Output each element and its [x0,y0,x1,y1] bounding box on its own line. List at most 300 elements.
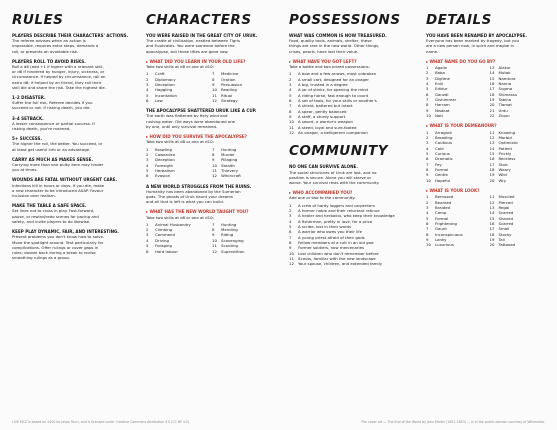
entry-text: Hunting [221,146,237,152]
entry-text: Enlil [435,81,444,87]
entry-text: Prickly [498,151,512,157]
table-cell [426,178,486,183]
entry-text: A big, trusted in a degree [298,81,348,87]
rule-text-line: Present problems you don't know how to solve. [12,234,105,240]
entry-number: 11 [289,256,294,261]
entry-number: 1 [146,71,149,77]
entry-number: 6 [426,91,429,97]
survive-heading: ▸ HOW DID YOU SURVIVE THE APOCALYPSE? [146,134,274,139]
entry-number: 3 [289,81,292,87]
rule-text-line: roll, or presents an avoidable risk. [12,48,79,54]
rule-text-line: Roll a d6 (add +1 if higher with a relevant skill, [12,64,104,70]
entry-number: 2 [426,199,429,205]
text-line: rushing water. Old ways were abandoned one [146,118,236,124]
entry-text: Climbing [155,227,173,233]
community-title: COMMUNITY [289,143,389,160]
entry-text: Urdu [498,107,508,113]
entry-number: 12 [489,199,495,205]
text-line: Everyone has been marked by tragedy, but you [426,38,520,44]
rule-text-line: A lesser consequence or partial success. If [12,120,95,126]
entry-number: 8 [426,167,429,173]
entry-text: Braided [435,204,451,210]
entry-number: 18 [489,167,495,173]
entry-text: Ritual [221,92,233,98]
entry-number: 1 [426,65,429,71]
possessions-column [289,12,416,267]
entry-text: Wild [498,172,507,178]
entry-text: Lanky [435,237,447,243]
entry-number: 10 [212,237,217,243]
entry-text: Deception [155,81,175,87]
entry-text: Strategy [221,97,238,103]
table-cell [212,173,274,178]
entry-number: 1 [146,221,149,227]
entry-text: A shield, battered but intact [298,103,353,109]
entry-text: Muscled [498,194,515,200]
entry-text: Ganzdi [435,91,449,97]
entry-text: A jar of stinkz, for opening the mind [298,87,369,93]
characters-column [146,12,274,254]
entry-number: 15 [489,151,495,157]
entry-number: 6 [146,248,149,254]
entry-number: 3 [426,140,429,146]
entry-text: Sugma [498,86,513,92]
rule-heading: WOUNDS ARE FATAL WITHOUT URGENT CARE. [12,177,118,183]
entry-number: 6 [146,173,149,179]
entry-number: 7 [426,161,429,167]
possessions-title: POSSESSIONS [289,12,401,28]
entry-number: 15 [489,75,495,81]
entry-number: 10 [426,113,431,119]
entry-number: 17 [489,161,495,167]
table-cell [426,113,486,118]
entry-text: A healer and herbalist, who keep their knowledge [298,213,395,219]
entry-number: 16 [489,221,495,227]
entry-number: 5 [426,151,429,157]
entry-text: Regal [498,204,510,210]
old-life-heading: ▸ WHAT DID YOU LEARN IN YOUR OLD LIFE? [146,59,274,64]
accompanied-heading: ▸ WHO ACCOMPANIED YOU? [289,190,416,195]
text-line: worse. Your survival rests with the community. [289,179,380,185]
entry-number: 4 [146,237,149,243]
old-life-instructions: Take two skills at d8 or one at d10: [146,64,214,70]
entry-text: A set of tools, for your skills or another's [298,97,377,103]
entry-number: 18 [489,231,495,237]
entry-text: Shimassu [498,91,518,97]
entry-number: 9 [212,157,215,163]
entry-text: Evasion [155,173,171,179]
details-intro-heading: YOU HAVE BEEN RENAMED BY APOCALYPSE. [426,33,527,38]
entry-number: 4 [426,145,429,151]
entry-number: 9 [426,237,429,243]
entry-text: Morbid [498,135,512,140]
entry-number: 13 [489,65,495,71]
new-world-table [146,222,274,254]
rule-text-line: Infections kill in hours or days. If you die, make [12,182,105,188]
entry-text: Frightening [435,221,457,227]
community-intro-heading: NO ONE CAN SURVIVE ALONE. [289,164,358,170]
text-line: The social structures of Uruk are lost, and no [289,169,377,175]
rule-text-line: The referee advises when an action is [12,38,86,44]
entry-number: 7 [426,226,429,232]
entry-number: 2 [146,227,149,233]
entry-number: 10 [426,177,431,183]
entry-text: Fey [435,161,442,167]
entry-number: 11 [489,129,495,135]
entry-number: 7 [289,103,292,109]
text-line: things are rare in the new world. Other things, [289,43,380,49]
entry-number: 20 [489,177,495,183]
rule-heading: 1–2 DISASTER. [12,95,46,101]
entry-number: 15 [489,215,495,221]
entry-text: Arrogant [435,129,452,135]
entry-text: Murder [221,151,235,157]
table-cell [490,242,550,247]
details-column [426,12,549,248]
entry-number: 5 [146,167,149,173]
survive-instructions: Take two skills at d8 or one at d10: [146,139,214,145]
entry-text: Deception [155,157,175,163]
entry-text: Scouting [221,243,238,249]
entry-text: A warrior who owes you their life [298,229,362,235]
entry-text: An onager, a belligerent companion [298,130,368,135]
details-intro-text [426,38,549,54]
text-line: The cradle of civilisation, nestled between Tigris [146,38,241,44]
entry-number: 2 [426,135,429,140]
entry-text: Dramatic [435,156,453,162]
rule-text-line: Move the spotlight around. Test particularly for [12,239,104,245]
entry-text: Optimistic [498,140,519,146]
apocalypse-heading: THE APOCALYPSE SHATTERED URUK LIKE A CUP. [146,108,257,114]
rule-heading: CARRY AS MUCH AS MAKES SENSE. [12,156,94,162]
entry-number: 5 [289,223,292,229]
rule-heading: KEEP PLAY DYNAMIC, FAIR, AND INTERESTING. [12,229,119,235]
entry-text: Cautious [435,140,453,146]
demeanour-table [426,130,549,183]
entry-number: 10 [426,242,431,248]
look-table [426,194,549,247]
rules-column [12,12,130,260]
entry-number: 12 [212,97,217,103]
entry-text: A sword, a warrior's weapon [298,119,353,125]
entry-number: 8 [426,102,429,108]
entry-text: A riding horse, fast enough to count [298,92,369,98]
entry-text: Scarred [498,221,514,227]
entry-number: 1 [426,129,429,135]
entry-number: 18 [489,91,495,97]
characters-intro-heading: YOU WERE RAISED IN THE GREAT CITY OF URUK. [146,33,258,38]
entry-number: 4 [426,81,429,87]
entry-text: Nanna [498,81,512,87]
rule-text-line: at least get useful info or an advantage. [12,146,91,152]
entry-text: Wry [498,177,507,183]
text-line: Humanity has been abandoned by the Sumerian [146,188,241,194]
entry-number: 6 [146,97,149,103]
entry-number: 8 [212,227,215,233]
possessions-intro-heading: WHAT WAS COMMON IS NOW TREASURED. [289,33,387,38]
entry-text: Command [155,232,175,238]
apocalypse-text [146,113,274,129]
footer [0,420,557,424]
entry-number: 2 [289,207,292,213]
entry-text: Hard labour [155,248,178,254]
entry-number: 2 [146,151,149,157]
rule-text-line: a new character to be introduced ASAP. Favour [12,187,104,193]
entry-number: 12 [289,130,294,135]
entry-number: 6 [289,229,292,235]
community-intro-text [289,170,416,186]
entry-number: 1 [289,202,292,208]
entry-number: 11 [489,194,495,200]
entry-text: Reckless [498,156,516,162]
possessions-intro-text [289,38,416,54]
new-world-heading: ▸ WHAT HAS THE NEW WORLD TAUGHT YOU? [146,209,274,214]
entry-number: 3 [146,232,149,238]
rule-heading: PLAYERS ROLL TO AVOID RISKS. [12,58,86,64]
entry-number: 7 [212,146,215,152]
rule-text-line: Suffer the full risk. Referee decides if you [12,100,93,106]
entry-text: Shaved [498,215,513,221]
rule-text-line: Set lines not to cross in play. Fast-forward, [12,208,95,214]
entry-number: 12 [212,173,217,179]
entry-text: Riding [221,232,234,238]
entry-number: 20 [489,102,495,108]
entry-number: 8 [212,151,215,157]
entry-number: 8 [426,231,429,237]
entry-text: Pierced [498,199,513,205]
entry-text: Scavenging [221,237,244,243]
entry-text: Tabina [498,97,512,103]
entry-number: 3 [146,81,149,87]
entry-text: A former noble and their reluctant retinue [298,207,380,213]
entry-text: Cold [435,145,444,151]
entry-text: A young priest afraid of their gods [298,234,365,240]
rule-heading: 3–4 SETBACK. [12,115,44,121]
entry-text: Thievery [221,167,238,173]
rules-blocks [12,33,130,260]
survive-table [146,147,274,179]
entry-text: Herbalism [155,167,175,173]
entry-number: 9 [212,232,215,238]
entry-text: Weary [498,167,511,173]
entry-number: 13 [489,140,495,146]
entry-number: 1 [289,71,292,77]
entry-number: 10 [289,119,294,125]
entry-number: 17 [489,86,495,92]
entry-text: Stoic [498,161,509,167]
entry-number: 14 [489,210,495,216]
entry-number: 4 [289,218,292,224]
entry-text: Persuasion [221,81,243,87]
entry-text: Edidur [435,86,448,92]
entry-text: Fellow members of a cult in an old god [298,239,374,245]
entry-text: A scribe, lost in their words [298,223,352,229]
entry-text: Bemused [435,194,454,200]
name-table [426,65,549,118]
entry-text: Patient [498,145,513,151]
entry-number: 7 [212,221,215,227]
entry-text: Formal [435,167,449,173]
text-line: position is secure. Alone you will starve or [289,174,372,180]
rule-text-line: Carrying more than one bulky item may hinder [12,162,104,168]
entry-text: Inconspicuous [435,231,463,237]
entry-number: 9 [289,113,292,119]
entry-text: Camp [435,210,447,216]
entry-text: Harram [435,102,450,108]
entry-text: A staff, a sturdy support [298,113,346,119]
entry-number: 8 [289,239,292,245]
entry-text: Gentle [435,172,448,178]
entry-number: 3 [426,204,429,210]
entry-text: Oration [221,76,236,82]
entry-number: 2 [146,76,149,82]
entry-text: Diglime [435,75,450,81]
entry-text: Craft [155,71,165,77]
entry-text: Curious [435,151,450,157]
entry-number: 17 [489,226,495,232]
entry-number: 6 [426,156,429,162]
entry-text: A fisherman, pretty in love, for a price [298,218,373,224]
entry-number: 5 [289,92,292,98]
entry-text: Scarred [498,210,514,216]
rule-text-line: circumstance. If helped by circumstance, roll an [12,74,106,80]
entry-text: Tattooed [498,242,516,248]
entry-number: 7 [289,234,292,240]
characters-intro-text [146,38,274,54]
new-world-instructions: Take two skills at d8 or one at d10: [146,214,214,220]
left-instructions: Take a bottle and two prized possessions: [289,64,370,70]
entry-text: Gaunt [435,226,447,232]
entry-text: Stocky [498,231,512,237]
rule-heading: PLAYERS DESCRIBE THEIR CHARACTERS' ACTIONS. [12,33,129,38]
entry-number: 1 [146,146,149,152]
text-line: name. [426,48,439,54]
entry-text: Namtura [498,75,516,81]
entry-text: Medicine [221,71,239,77]
entry-number: 5 [146,243,149,249]
entry-number: 10 [212,162,217,168]
demeanour-heading: ▸ WHAT IS YOUR DEMEANOUR? [426,123,549,128]
entry-number: 9 [212,81,215,87]
entry-number: 12 [212,248,217,254]
footer-left: LIVE MCZ is based on 2400 by Jason Tocci, and is licensed under Creative Commons Attribution 4.0 (CC BY 4.0). [12,420,191,424]
rule-text-line: smoothing rulings as a group. [12,255,71,261]
entry-number: 12 [489,135,495,140]
rules-title: RULES [12,12,64,28]
entry-text: Nisakat [435,107,450,113]
entry-number: 20 [489,242,495,248]
old-life-table [146,71,274,103]
entry-text: Baba [435,70,445,76]
text-line: The earth was flattened by fiery wind and [146,113,228,119]
entry-text: Former soldiers, now mercenaries [298,245,365,251]
entry-text: Brawling [155,146,172,152]
table-cell [212,249,274,254]
entry-text: Lost children who don't remember before [298,250,379,256]
entry-number: 9 [426,107,429,113]
entry-text: A small cart, designed for an onager [298,76,369,82]
entry-text: Scouts, familiar with the new landscape [298,256,376,261]
left-heading: ▸ WHAT HAVE YOU GOT LEFT? [289,59,416,64]
entry-number: 5 [426,215,429,221]
entry-text: Reading [221,87,237,93]
entry-number: 9 [289,245,292,251]
entry-text: Tiamat [498,102,512,108]
entry-text: A spear, gently balanced [298,108,347,114]
rule-text-line: extra d6; if helped by an friend, they roll their [12,79,102,85]
entry-text: Driving [155,237,169,243]
entry-number: 9 [426,172,429,178]
table-cell [146,173,208,178]
accompanied-instructions: Add one or two to the community: [289,195,356,201]
entry-text: Ziqun [498,113,510,119]
text-line: Food, quality tools, animals, shelter, these [289,38,372,44]
entry-text: Bearded [435,199,452,205]
text-line: gods. The ghosts of Uruk haunt your dreams [146,193,233,199]
entry-text: Brooding [435,135,453,140]
new-world-intro-heading: A NEW WORLD STRUGGLES FROM THE RUINS. [146,183,252,189]
table-cell [146,98,208,103]
left-list [289,71,416,135]
entry-number: 8 [212,76,215,82]
entry-text: Knowing [498,129,516,135]
entry-text: Noti [435,113,443,119]
list-item [289,261,416,266]
entry-text: Agalin [435,65,448,71]
characters-title: CHARACTERS [146,12,252,28]
rule-text-line: safety, and invite players to do likewise. [12,218,91,224]
entry-number: 11 [212,92,217,98]
entry-number: 19 [489,172,495,178]
entry-text: Witchcraft [221,173,241,179]
table-cell [212,98,274,103]
entry-number: 6 [289,97,292,103]
footer-right: The cover art — The End of the World by John Martin (1851-1853) — is in the public domain courtesy of Wikimedia. [361,420,545,424]
entry-number: 19 [489,237,495,243]
text-line: are a new person now, in spirit and maybe in [426,43,514,49]
entry-text: A bow and a few arrows, most unbroken [298,71,377,77]
entry-text: Gishimmar [435,97,457,103]
entry-number: 10 [212,87,217,93]
entry-text: Pillaging [221,157,238,163]
rule-text-line: inclusion over realism. [12,193,56,199]
rule-heading: 5+ SUCCESS. [12,136,43,142]
entry-number: 10 [289,250,294,256]
entry-number: 16 [489,156,495,162]
table-cell [146,249,208,254]
entry-text: Law [155,97,163,103]
entry-number: 6 [426,221,429,227]
entry-number: 22 [489,113,495,119]
entry-number: 13 [489,204,495,210]
entry-number: 11 [289,124,294,130]
entry-text: Diplomacy [155,76,176,82]
entry-text: A crew of hardy loggers and carpenters [298,202,375,208]
text-line: crises, pearls, have lost their value. [289,48,359,54]
accompanied-list [289,203,416,267]
entry-number: 7 [212,71,215,77]
entry-text: Superstition [221,248,245,254]
entry-text: Animal Husbandry [155,221,191,227]
entry-number: 11 [212,167,217,173]
table-cell [426,242,486,247]
entry-text: Incantation [155,92,177,98]
entry-number: 3 [146,157,149,163]
rule-text-line: you at times. [12,167,38,173]
rule-text-line: complications. Offer rulings or cover gaps in [12,244,99,250]
text-line: by one, until only survival remained. [146,123,218,129]
entry-text: Stealth [221,162,235,168]
